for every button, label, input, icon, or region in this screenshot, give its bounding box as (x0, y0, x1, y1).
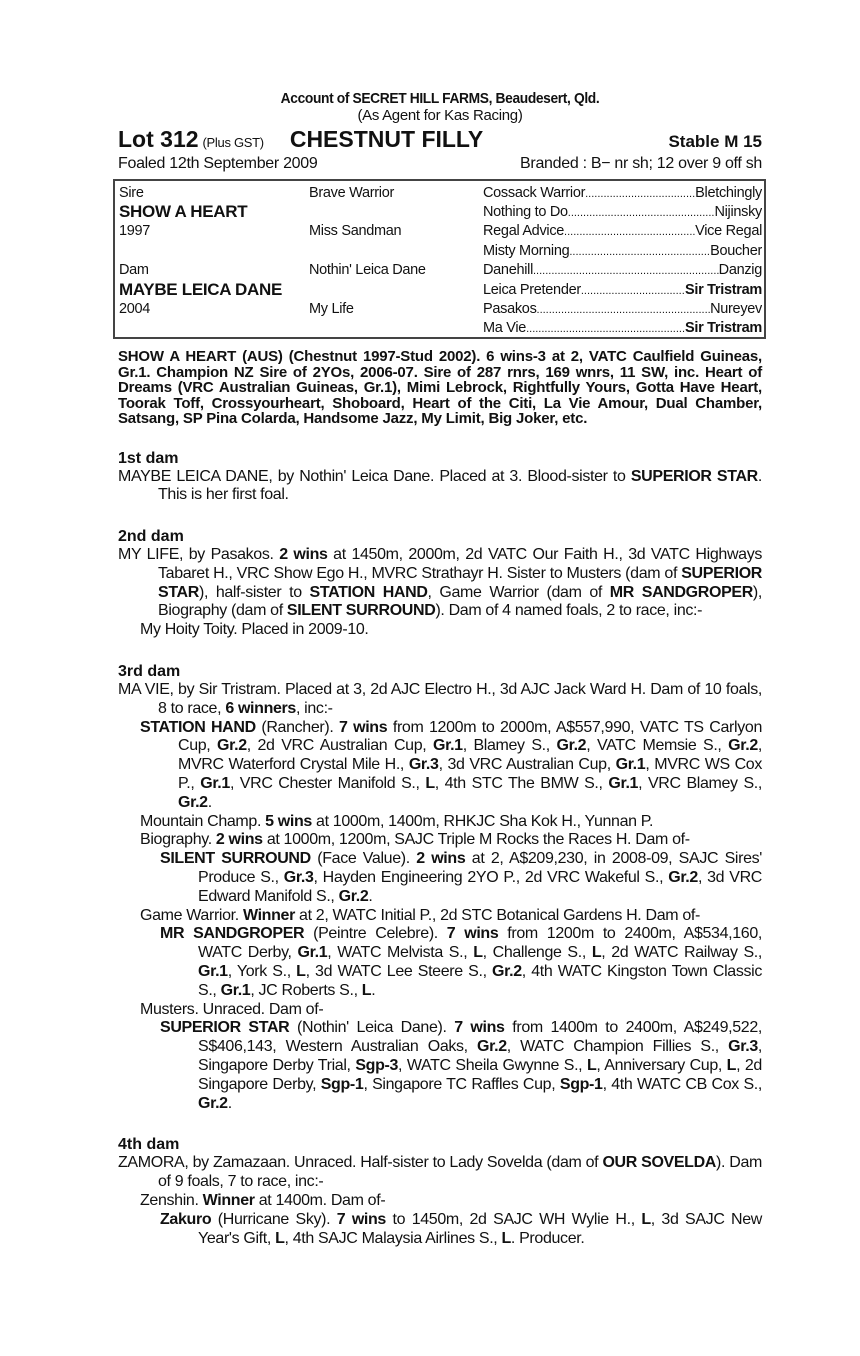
entry-text: , VRC Blamey S., (638, 775, 762, 793)
entry-text: , 4th WATC CB Cox S., (602, 1075, 762, 1093)
entry-text: at 2, WATC Initial P., 2d STC Botanical Gardens H. Dam of- (294, 906, 700, 924)
great-grandparent-sire: Sir Tristram (685, 320, 762, 337)
bold-highlight: L (473, 944, 483, 962)
pedigree-parent: Dam (119, 262, 149, 279)
entry-text: Game Warrior. (140, 906, 243, 924)
entry-text: , 3d WATC Lee Steere S., (305, 963, 493, 981)
great-grandparent-sire: Danzig (718, 262, 762, 279)
dam-line (118, 449, 762, 1249)
family-entry (118, 831, 762, 850)
entry-text: , Singapore Derby Trial, (198, 1038, 763, 1075)
pedigree-row (119, 261, 762, 280)
entry-text: , MVRC WS Cox P., (178, 756, 762, 793)
pedigree-great-grandparent (483, 243, 762, 259)
pedigree-grandparent: My Life (309, 301, 354, 318)
family-entry (118, 925, 762, 1000)
entry-text: , 4th STC The BMW S., (434, 775, 609, 793)
pedigree-parent: 1997 (119, 223, 151, 240)
horse-description: CHESTNUT FILLY (289, 126, 484, 152)
bold-highlight: MR SANDGROPER (609, 583, 753, 601)
dot-leader (564, 226, 695, 238)
lot-number: Lot 312 (118, 126, 199, 152)
lot-line (118, 126, 762, 153)
bold-highlight: L (501, 1229, 511, 1247)
pedigree-row (119, 299, 762, 318)
pedigree-row (119, 319, 762, 338)
entry-text: , 3d VRC Australian Cup, (438, 756, 616, 774)
pedigree-great-grandparent (483, 320, 762, 336)
entry-text: MAYBE LEICA DANE, by Nothin' Leica Dane. Placed at 3. Blood-sister to (118, 467, 631, 485)
family-entry (118, 621, 762, 640)
vendor-agent: (As Agent for Kas Racing) (357, 107, 523, 124)
bold-highlight: Gr.3 (408, 756, 439, 774)
entry-text: MA VIE, by Sir Tristram. Placed at 3, 2d AJC Electro H., 3d AJC Jack Ward H. Dam of 10 foals, 8 to race, (118, 681, 762, 717)
bold-highlight: Winner (202, 1192, 255, 1209)
entry-text: from 1200m to 2400m, A$534,160, WATC Derby, (198, 925, 762, 962)
entry-text: My Hoity Toity. Placed in 2009-10. (140, 621, 369, 639)
gst-note: (Plus GST) (202, 135, 264, 150)
entry-text: (Rancher). (255, 718, 339, 736)
great-grandparent-name: Pasakos (483, 301, 537, 318)
entry-text: , 4th WATC Kingston Town Classic S., (198, 963, 762, 999)
family-entry (118, 1192, 762, 1211)
bold-highlight: L (361, 981, 372, 999)
bold-highlight: Gr.2 (178, 793, 208, 811)
entry-text: ), Biography (dam of (158, 583, 762, 620)
pedigree-table (113, 179, 766, 339)
bold-highlight: Gr.2 (477, 1038, 507, 1056)
bold-highlight: Zakuro (160, 1210, 212, 1228)
great-grandparent-name: Misty Morning (483, 242, 570, 259)
bold-highlight: 2 wins (279, 546, 328, 564)
pedigree-parent: 2004 (119, 301, 151, 318)
entry-text: , Hayden Engineering 2YO P., 2d VRC Wakeful S., (313, 869, 669, 887)
entry-text: , JC Roberts S., (250, 981, 362, 999)
bold-highlight: Sgp-3 (355, 1057, 399, 1075)
great-grandparent-name: Cossack Warrior (483, 184, 586, 201)
catalogue-page (118, 90, 762, 1248)
family-entry (118, 719, 762, 813)
great-grandparent-sire: Vice Regal (695, 223, 762, 240)
entry-text: , Anniversary Cup, (596, 1057, 727, 1075)
bold-highlight: Gr.2 (728, 737, 758, 755)
bold-highlight: STATION HAND (140, 718, 256, 736)
pedigree-great-grandparent (483, 185, 762, 201)
entry-text: . (227, 1094, 232, 1112)
great-grandparent-name: Nothing to Do (483, 204, 568, 221)
entry-text: , inc:- (295, 699, 333, 717)
sire-summary: SHOW A HEART (AUS) (Chestnut 1997-Stud 2002). 6 wins-3 at 2, VATC Caulfield Guineas, Gr.1. Champion NZ Sire of 2YOs, 2006-07. Sire of 287 rnrs, 169 wnrs, 11 SW, inc. Heart of Dreams (VRC Australian Guineas, Gr.1), Mimi Lebrock, Rightfully Yours, Gotta Have Heart, Toorak Toff, Crossyourheart, Shoboard, Heart of the Citi, La Vie Amour, Dual Chamber, Satsang, SP Pina Colarda, Handsome Jazz, My Limit, Big Joker, etc. (118, 348, 762, 427)
entry-text: , 3d VRC Edward Manifold S., (198, 869, 762, 905)
bold-highlight: L (641, 1210, 651, 1228)
entry-text: at 1000m, 1400m, RHKJC Sha Kok H., Yunnan P. (311, 812, 654, 830)
dot-leader (569, 246, 710, 258)
section-heading: 1st dam (118, 449, 179, 467)
family-entry (118, 468, 762, 506)
family-entry (118, 1001, 762, 1020)
bold-highlight: SUPERIOR STAR (160, 1019, 290, 1037)
family-entry (118, 1154, 762, 1192)
pedigree-grandparent: Nothin' Leica Dane (309, 262, 426, 279)
bold-highlight: Gr.1 (220, 981, 251, 999)
great-grandparent-name: Regal Advice (483, 223, 565, 240)
entry-text: , Challenge S., (482, 944, 592, 962)
entry-text: ). Dam of 4 named foals, 2 to race, inc:- (435, 602, 703, 620)
entry-text: , 2d WATC Railway S., (601, 944, 762, 962)
bold-highlight: 7 wins (336, 1210, 386, 1228)
entry-text: Biography. (140, 831, 216, 849)
entry-text: , 4th SAJC Malaysia Airlines S., (284, 1229, 502, 1247)
bold-highlight: 7 wins (446, 925, 499, 943)
great-grandparent-sire: Bletchingly (695, 184, 762, 201)
section-heading: 2nd dam (118, 528, 184, 546)
bold-highlight: OUR SOVELDA (602, 1154, 717, 1172)
entry-text: . Producer. (510, 1229, 585, 1247)
family-entry (118, 813, 762, 832)
entry-text: at 1450m, 2000m, 2d VATC Our Faith H., 3d VATC Highways Tabaret H., VRC Show Ego H., MVRC Strathayr H. Sister to Musters (dam of (158, 546, 762, 582)
entry-text: from 1400m to 2400m, A$249,522, S$406,143, Western Australian Oaks, (198, 1019, 762, 1056)
entry-text: , Singapore TC Raffles Cup, (363, 1075, 560, 1093)
bold-highlight: SUPERIOR STAR (158, 564, 762, 601)
entry-text: , WATC Champion Fillies S., (506, 1038, 729, 1056)
bold-highlight: Gr.2 (668, 869, 698, 887)
bold-highlight: L (586, 1057, 597, 1075)
entry-text: . (371, 981, 376, 999)
dam-section (118, 1135, 762, 1248)
entry-text: . (368, 887, 373, 905)
stable-location: Stable M 15 (668, 132, 762, 151)
bold-highlight: Gr.1 (608, 775, 639, 793)
entry-text: , 2d VRC Australian Cup, (246, 737, 433, 755)
pedigree-parent: Sire (119, 184, 144, 201)
vendor-account: Account of SECRET HILL FARMS, Beaudesert, Qld. (280, 90, 600, 107)
pedigree-great-grandparent (483, 301, 762, 317)
pedigree-row (119, 241, 762, 260)
bold-highlight: L (296, 963, 306, 981)
great-grandparent-sire: Boucher (710, 242, 762, 259)
dam-section (118, 662, 762, 1113)
pedigree-row (119, 202, 762, 221)
bold-highlight: Gr.1 (198, 963, 228, 981)
bold-highlight: Gr.2 (217, 737, 247, 755)
bold-highlight: Sgp-1 (559, 1075, 603, 1093)
pedigree-great-grandparent (483, 204, 762, 220)
entry-text: (Peintre Celebre). (304, 925, 447, 943)
family-entry (118, 681, 762, 719)
entry-text: , Game Warrior (dam of (427, 583, 610, 601)
bold-highlight: 2 wins (215, 831, 263, 849)
bold-highlight: Gr.1 (615, 756, 646, 774)
great-grandparent-sire: Nureyev (710, 301, 762, 318)
pedigree-grandparent: Brave Warrior (309, 184, 394, 201)
pedigree-parent: SHOW A HEART (119, 202, 248, 222)
bold-highlight: 6 winners (225, 699, 296, 717)
pedigree-row (119, 183, 762, 202)
entry-text: MY LIFE, by Pasakos. (118, 546, 280, 564)
entry-text: Zenshin. (140, 1192, 203, 1209)
bold-highlight: L (726, 1057, 737, 1075)
dot-leader (533, 265, 719, 277)
bold-highlight: 7 wins (339, 718, 388, 736)
bold-highlight: 2 wins (416, 850, 466, 868)
entry-text: (Face Value). (310, 850, 417, 868)
entry-text: , WATC Melvista S., (327, 944, 474, 962)
dam-section (118, 449, 762, 506)
entry-text: , MVRC Waterford Crystal Mile H., (178, 737, 762, 774)
bold-highlight: L (275, 1229, 285, 1247)
section-heading: 3rd dam (118, 663, 181, 681)
bold-highlight: Gr.2 (556, 737, 587, 755)
entry-text: , York S., (227, 963, 297, 981)
pedigree-great-grandparent (483, 282, 762, 298)
bold-highlight: L (591, 944, 602, 962)
bold-highlight: Gr.2 (492, 963, 522, 981)
entry-text: , VATC Memsie S., (586, 737, 729, 755)
entry-text: from 1200m to 2000m, A$557,990, VATC TS Carlyon Cup, (178, 718, 762, 755)
great-grandparent-name: Danehill (483, 262, 533, 279)
family-entry (118, 907, 762, 926)
bold-highlight: Gr.3 (728, 1038, 758, 1056)
entry-text: at 2, A$209,230, in 2008-09, SAJC Sires' Produce S., (198, 850, 762, 887)
bold-highlight: STATION HAND (309, 583, 428, 601)
pedigree-row (119, 222, 762, 241)
bold-highlight: Gr.1 (297, 944, 328, 962)
entry-text: , VRC Chester Manifold S., (229, 775, 426, 793)
pedigree-row (119, 280, 762, 299)
foaled-date: Foaled 12th September 2009 (118, 155, 318, 172)
pedigree-grandparent: Miss Sandman (309, 223, 402, 240)
entry-text: ). Dam of 9 foals, 7 to race, inc:- (158, 1154, 762, 1191)
dot-leader (526, 323, 685, 335)
bold-highlight: Gr.1 (433, 737, 463, 755)
brand-info: Branded : B− nr sh; 12 over 9 off sh (520, 155, 762, 172)
family-entry (118, 850, 762, 906)
entry-text: . (207, 793, 212, 811)
bold-highlight: Sgp-1 (320, 1075, 364, 1093)
pedigree-great-grandparent (483, 262, 762, 278)
dot-leader (568, 207, 715, 219)
pedigree-great-grandparent (483, 223, 762, 239)
bold-highlight: Gr.2 (338, 887, 369, 905)
entry-text: (Nothin' Leica Dane). (289, 1019, 455, 1037)
great-grandparent-sire: Sir Tristram (685, 281, 762, 298)
pedigree-parent: MAYBE LEICA DANE (119, 279, 283, 299)
family-entry (118, 1211, 762, 1249)
entry-text: Mountain Champ. (140, 812, 266, 830)
family-entry (118, 1019, 762, 1113)
dot-leader (581, 285, 685, 297)
bold-highlight: MR SANDGROPER (160, 925, 305, 943)
bold-highlight: 7 wins (454, 1019, 505, 1037)
bold-highlight: SILENT SURROUND (286, 602, 436, 620)
foaled-line (118, 155, 762, 173)
bold-highlight: SUPERIOR STAR (630, 467, 758, 485)
bold-highlight: Gr.1 (200, 775, 230, 793)
bold-highlight: Gr.3 (283, 869, 314, 887)
dam-section (118, 527, 762, 640)
entry-text: , WATC Sheila Gwynne S., (398, 1057, 587, 1075)
bold-highlight: Winner (242, 906, 295, 924)
dot-leader (537, 304, 711, 316)
great-grandparent-name: Ma Vie (483, 320, 527, 337)
bold-highlight: 5 wins (265, 812, 312, 830)
family-entry (118, 546, 762, 621)
section-heading: 4th dam (118, 1136, 180, 1154)
entry-text: , Blamey S., (462, 737, 557, 755)
entry-text: Musters. Unraced. Dam of- (140, 1000, 324, 1018)
entry-text: . This is her first foal. (158, 467, 762, 504)
entry-text: , 2d Singapore Derby, (198, 1057, 762, 1093)
entry-text: ZAMORA, by Zamazaan. Unraced. Half-sister to Lady Sovelda (dam of (118, 1154, 603, 1172)
entry-text: at 1000m, 1200m, SAJC Triple M Rocks the Races H. Dam of- (262, 831, 690, 849)
great-grandparent-sire: Nijinsky (714, 204, 762, 221)
bold-highlight: Gr.2 (198, 1094, 228, 1112)
entry-text: (Hurricane Sky). (211, 1210, 337, 1228)
bold-highlight: SILENT SURROUND (160, 850, 311, 868)
bold-highlight: L (425, 775, 435, 793)
dot-leader (585, 188, 695, 200)
entry-text: to 1450m, 2d SAJC WH Wylie H., (385, 1210, 642, 1228)
great-grandparent-name: Leica Pretender (483, 281, 581, 298)
entry-text: at 1400m. Dam of- (254, 1192, 386, 1209)
entry-text: ), half-sister to (198, 583, 310, 601)
entry-text: , 3d SAJC New Year's Gift, (198, 1210, 763, 1247)
